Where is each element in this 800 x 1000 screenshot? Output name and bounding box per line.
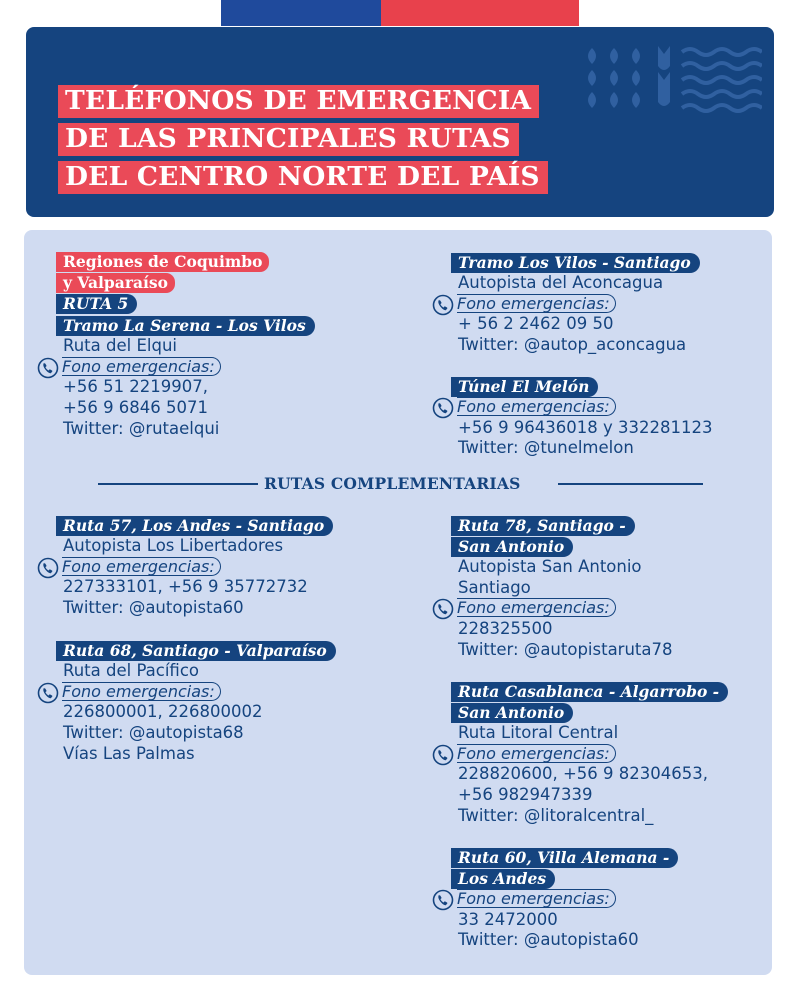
- route-title: Ruta 78, Santiago -: [451, 516, 635, 536]
- section-divider: [98, 473, 703, 495]
- region-name-line-1: Regiones de Coquimbo: [56, 252, 269, 272]
- emergency-phone-label: Fono emergencias:: [62, 682, 221, 701]
- emergency-phone-label-row: [451, 744, 728, 765]
- phone-number: 228325500: [458, 619, 553, 639]
- phone-number: +56 9 6846 5071: [63, 398, 209, 418]
- section-heading-complementarias: RUTAS COMPLEMENTARIAS: [264, 474, 521, 493]
- twitter-handle: Twitter: @autopista68: [63, 723, 244, 743]
- route-card-tunel-melon: [451, 377, 713, 459]
- route-card-vilos-santiago: [451, 253, 700, 356]
- route-title: Ruta Casablanca - Algarrobo -: [451, 682, 728, 702]
- title-line-2: DE LAS PRINCIPALES RUTAS: [58, 123, 519, 156]
- phone-icon: [432, 294, 454, 316]
- phone-icon: [37, 557, 59, 579]
- emergency-phone-label: Fono emergencias:: [457, 889, 616, 908]
- header-banner: [26, 27, 774, 217]
- flag-stripe-red: [381, 0, 579, 26]
- route-card-ruta-68: [56, 641, 336, 764]
- route-operator: Ruta Litoral Central: [458, 723, 619, 742]
- emergency-phone-label-row: [451, 598, 673, 619]
- ruta-5-label: RUTA 5: [56, 294, 137, 314]
- route-operator: Autopista San Antonio: [458, 557, 642, 576]
- phone-icon: [432, 397, 454, 419]
- twitter-handle: Twitter: @autopistaruta78: [458, 639, 673, 659]
- phone-icon: [432, 744, 454, 766]
- emergency-phone-label-row: [451, 294, 700, 315]
- twitter-handle: Twitter: @tunelmelon: [458, 438, 634, 458]
- page-title: [58, 85, 548, 199]
- emergency-phone-label: Fono emergencias:: [457, 397, 616, 416]
- phone-number: +56 9 96436018 y 332281123: [458, 417, 713, 437]
- route-operator: Santiago: [458, 577, 531, 597]
- route-note: Vías Las Palmas: [63, 743, 195, 763]
- phone-icon: [37, 682, 59, 704]
- route-title: Ruta 60, Villa Alemana -: [451, 848, 678, 868]
- route-operator: Ruta del Elqui: [63, 336, 177, 355]
- phone-icon: [37, 357, 59, 379]
- title-line-3: DEL CENTRO NORTE DEL PAÍS: [58, 161, 548, 194]
- phone-number: 226800001, 226800002: [63, 702, 263, 722]
- route-operator: Ruta del Pacífico: [63, 661, 199, 680]
- phone-number: 227333101, +56 9 35772732: [63, 577, 308, 597]
- route-card-ruta-60: [451, 848, 678, 951]
- title-line-1: TELÉFONOS DE EMERGENCIA: [58, 85, 539, 118]
- route-card-ruta-78: [451, 516, 673, 660]
- flag-stripe-blue: [221, 0, 381, 26]
- emergency-phone-label-row: [56, 682, 336, 703]
- phone-icon: [432, 598, 454, 620]
- phone-number: +56 982947339: [458, 785, 593, 805]
- emergency-phone-label-row: [451, 889, 678, 910]
- phone-number: +56 51 2219907,: [63, 377, 209, 397]
- phone-icon: [432, 889, 454, 911]
- phone-number: 33 2472000: [458, 909, 558, 929]
- emergency-phone-label: Fono emergencias:: [457, 744, 616, 763]
- route-card-casablanca: [451, 682, 728, 826]
- route-operator: Autopista del Aconcagua: [458, 273, 664, 292]
- twitter-handle: Twitter: @litoralcentral_: [458, 805, 654, 825]
- emergency-phone-label-row: [56, 557, 333, 578]
- route-card-serena-vilos: [56, 316, 315, 439]
- twitter-handle: Twitter: @autopista60: [63, 598, 244, 618]
- route-title: Ruta 57, Los Andes - Santiago: [56, 516, 333, 536]
- twitter-handle: Twitter: @rutaelqui: [63, 418, 220, 438]
- region-header: [56, 252, 269, 314]
- government-emblem-icon: [582, 42, 762, 114]
- region-name-line-2: y Valparaíso: [56, 273, 175, 293]
- route-title: Tramo La Serena - Los Vilos: [56, 316, 315, 336]
- route-title: Los Andes: [451, 869, 555, 889]
- twitter-handle: Twitter: @autop_aconcagua: [458, 335, 687, 355]
- route-title: Túnel El Melón: [451, 377, 598, 397]
- phone-number: + 56 2 2462 09 50: [458, 314, 614, 334]
- route-card-ruta-57: [56, 516, 333, 619]
- twitter-handle: Twitter: @autopista60: [458, 930, 639, 950]
- route-title: Tramo Los Vilos - Santiago: [451, 253, 700, 273]
- emergency-phone-label: Fono emergencias:: [62, 357, 221, 376]
- emergency-phone-label-row: [451, 397, 713, 418]
- divider-rule-left: [98, 483, 258, 485]
- divider-rule-right: [558, 483, 703, 485]
- emergency-phone-label: Fono emergencias:: [457, 294, 616, 313]
- emergency-phone-label-row: [56, 357, 315, 378]
- route-title: San Antonio: [451, 537, 573, 557]
- route-title: San Antonio: [451, 703, 573, 723]
- emergency-phone-label: Fono emergencias:: [457, 598, 616, 617]
- route-operator: Autopista Los Libertadores: [63, 536, 284, 555]
- phone-number: 228820600, +56 9 82304653,: [458, 764, 709, 784]
- emergency-phone-label: Fono emergencias:: [62, 557, 221, 576]
- route-title: Ruta 68, Santiago - Valparaíso: [56, 641, 336, 661]
